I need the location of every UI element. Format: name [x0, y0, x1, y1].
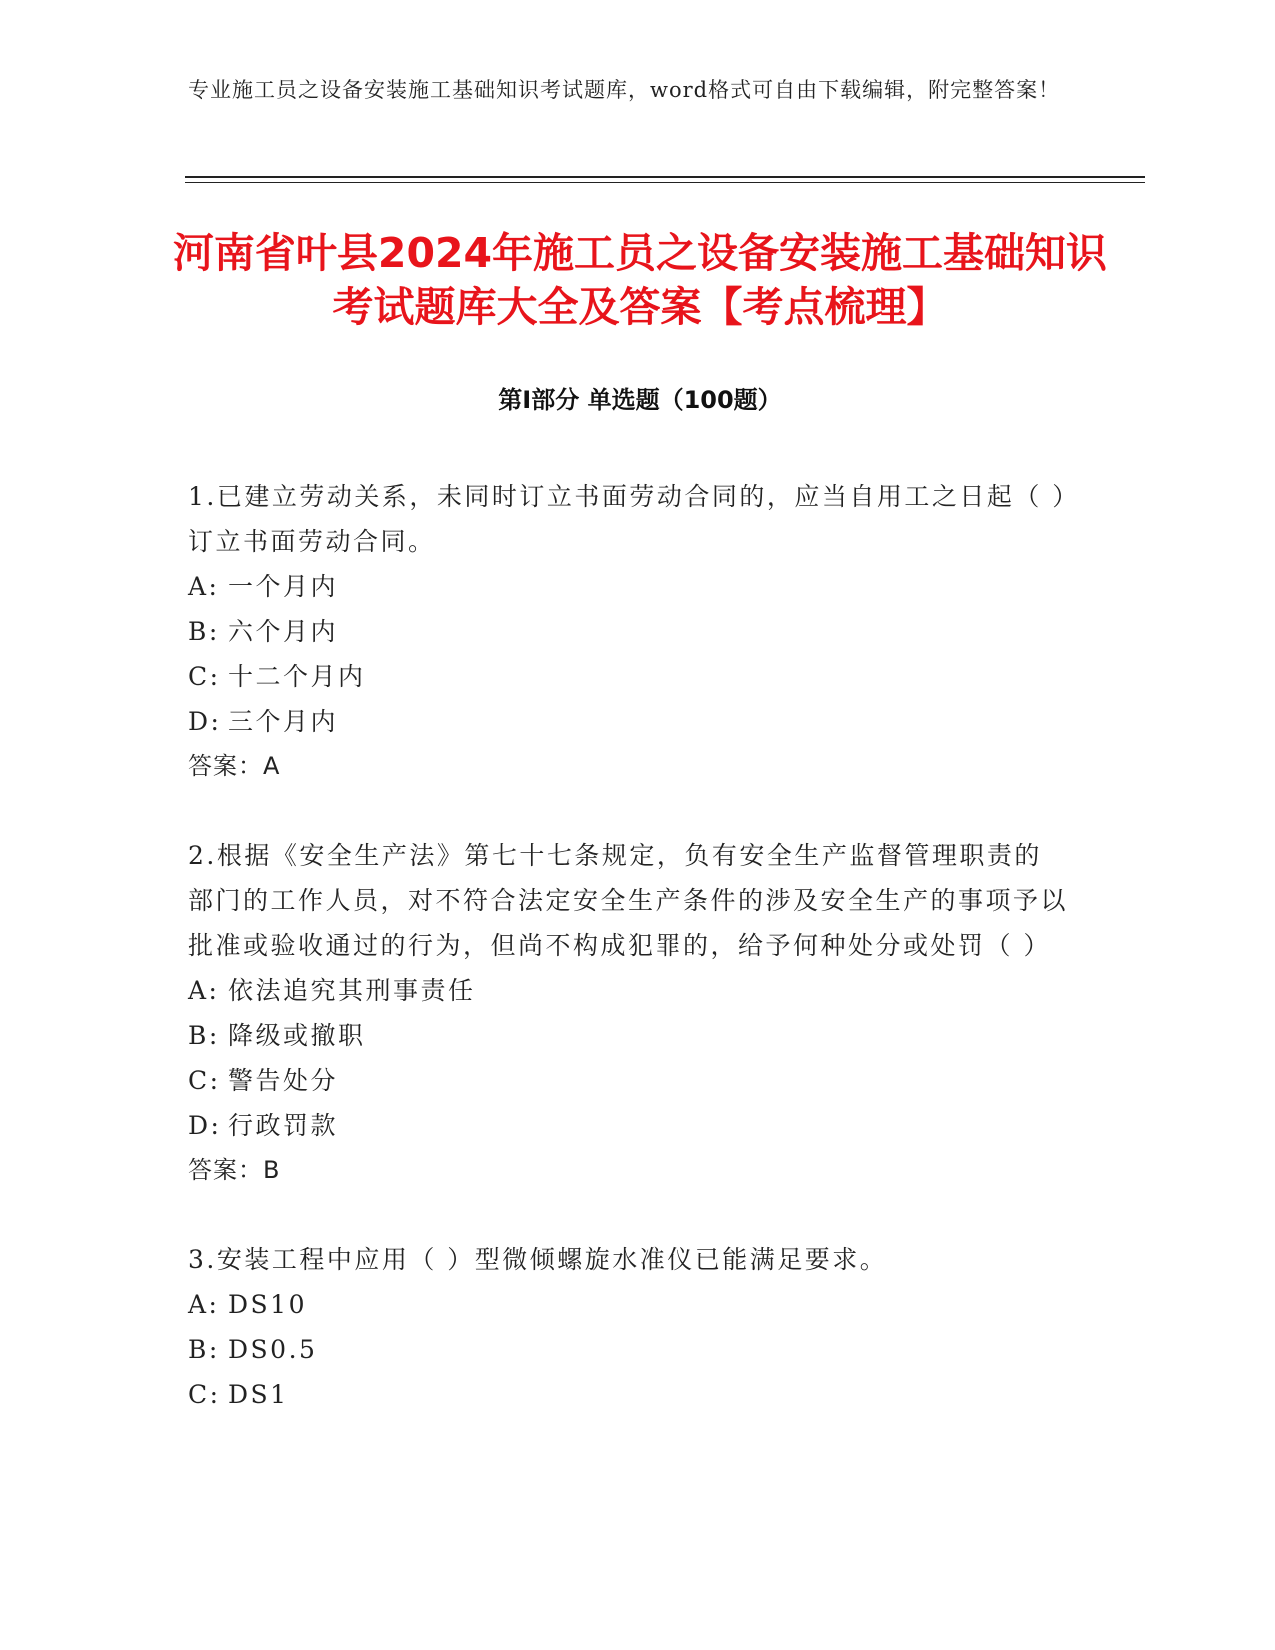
option-text: 警告处分 — [228, 1066, 339, 1095]
option-letter: B: — [188, 1021, 220, 1050]
option-c — [188, 654, 1068, 699]
question-3 — [188, 1237, 1068, 1417]
option-text: 三个月内 — [228, 707, 339, 736]
answer-line: 答案：A — [188, 752, 281, 780]
option-letter: C: — [188, 1066, 221, 1095]
section-title: 第Ⅰ部分 单选题（100题） — [498, 386, 782, 414]
option-letter: B: — [188, 1335, 220, 1364]
option-text: 行政罚款 — [228, 1111, 339, 1140]
option-text: 一个月内 — [228, 572, 339, 601]
option-b — [188, 1013, 1068, 1058]
option-text: DS0.5 — [228, 1335, 318, 1364]
document-title: 河南省叶县2024年施工员之设备安装施工基础知识考试题库大全及答案【考点梳理】 — [172, 229, 1108, 331]
option-a — [188, 1282, 1068, 1327]
option-letter: A: — [188, 976, 220, 1005]
option-letter: A: — [188, 1290, 220, 1319]
header-rule-thick — [185, 176, 1145, 178]
option-c — [188, 1058, 1068, 1103]
header-note: 专业施工员之设备安装施工基础知识考试题库，word格式可自由下载编辑，附完整答案！ — [188, 78, 1061, 102]
header-rule-thin — [185, 182, 1145, 183]
option-a — [188, 564, 1068, 609]
option-d — [188, 699, 1068, 744]
question-1 — [188, 474, 1068, 789]
option-c — [188, 1372, 1068, 1417]
question-text: 3.安装工程中应用（ ）型微倾螺旋水准仪已能满足要求。 — [188, 1245, 888, 1274]
option-text: 十二个月内 — [228, 662, 366, 691]
option-text: 降级或撤职 — [228, 1021, 366, 1050]
question-text: 1.已建立劳动关系，未同时订立书面劳动合同的，应当自用工之日起（ ）订立书面劳动合同。 — [188, 482, 1068, 556]
option-letter: A: — [188, 572, 220, 601]
option-text: DS10 — [228, 1290, 307, 1319]
option-letter: D: — [188, 707, 222, 736]
option-letter: B: — [188, 617, 220, 646]
option-b — [188, 609, 1068, 654]
question-2 — [188, 833, 1068, 1193]
option-letter: C: — [188, 1380, 221, 1409]
option-text: 六个月内 — [228, 617, 339, 646]
option-b — [188, 1327, 1068, 1372]
option-letter: C: — [188, 662, 221, 691]
question-text: 2.根据《安全生产法》第七十七条规定，负有安全生产监督管理职责的部门的工作人员，对不符合法定安全生产条件的涉及安全生产的事项予以批准或验收通过的行为，但尚不构成犯罪的，给予何种处分或处罚（ ） — [188, 841, 1069, 960]
option-text: DS1 — [228, 1380, 289, 1409]
option-text: 依法追究其刑事责任 — [228, 976, 476, 1005]
answer-line: 答案：B — [188, 1156, 281, 1184]
option-a — [188, 968, 1068, 1013]
option-d — [188, 1103, 1068, 1148]
option-letter: D: — [188, 1111, 222, 1140]
question-list — [188, 474, 1068, 1461]
